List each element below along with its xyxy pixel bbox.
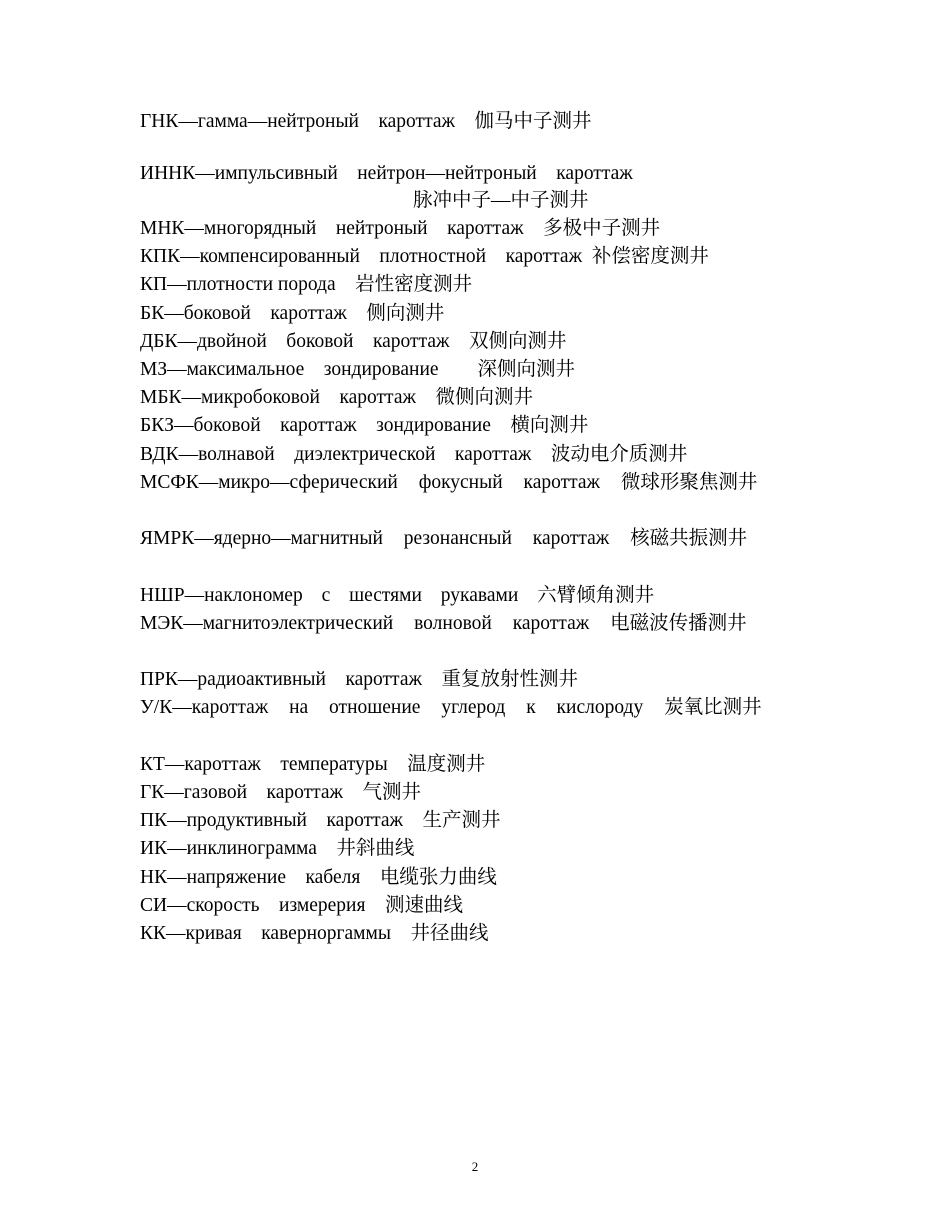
abbr-entry-nk: НК—напряжение кабеля 电缆张力曲线 xyxy=(140,867,497,888)
abbr-entry-kt: КТ—кароттаж температуры 温度测井 xyxy=(140,754,486,775)
abbr-entry-msfk: МСФК—микро—сферический фокусный кароттаж 微球形聚焦测井 xyxy=(140,472,758,493)
abbr-entry-si: СИ—скорость измерерия 测速曲线 xyxy=(140,895,463,916)
abbr-entry-yamrk: ЯМРК—ядерно—магнитный резонансный кароттаж 核磁共振测井 xyxy=(140,528,748,549)
abbr-entry-gk: ГК—газовой кароттаж 气测井 xyxy=(140,782,422,803)
abbr-entry-bkz: БКЗ—боковой кароттаж зондирование 横向测井 xyxy=(140,415,589,436)
abbr-entry-dbk: ДБК—двойной боковой кароттаж 双侧向测井 xyxy=(140,331,567,352)
abbr-entry-mz: МЗ—максимальное зондирование 深侧向测井 xyxy=(140,359,576,380)
abbr-entry-mek: МЭК—магнитоэлектрический волновой кароттаж 电磁波传播测井 xyxy=(140,613,747,634)
abbr-entry-gnk: ГНК—гамма—нейтроный кароттаж 伽马中子测井 xyxy=(140,111,592,132)
abbr-entry-kp: КП—плотности порода 岩性密度测井 xyxy=(140,274,473,295)
abbr-entry-pk: ПК—продуктивный кароттаж 生产测井 xyxy=(140,810,501,831)
abbr-entry-prk: ПРК—радиоактивный кароттаж 重复放射性测井 xyxy=(140,669,578,690)
abbr-entry-ik: ИК—инклинограмма 井斜曲线 xyxy=(140,838,415,859)
abbr-entry-uk: У/К—кароттаж на отношение углерод к кислороду 炭氧比测井 xyxy=(140,697,762,718)
abbr-entry-kpk: КПК—компенсированный плотностной кароттаж 补偿密度测井 xyxy=(140,246,709,267)
abbr-entry-mnk: МНК—многорядный нейтроный кароттаж 多极中子测井 xyxy=(140,218,661,239)
abbr-entry-bk: БК—боковой кароттаж 侧向测井 xyxy=(140,303,445,324)
abbr-entry-innk: ИННК—импульсивный нейтрон—нейтроный кароттаж xyxy=(140,163,633,184)
abbr-entry-innk-translation: 脉冲中子—中子测井 xyxy=(413,190,589,211)
abbr-entry-kk: КК—кривая каверноргаммы 井径曲线 xyxy=(140,923,489,944)
abbr-entry-nshr: НШР—наклономер с шестями рукавами 六臂倾角测井 xyxy=(140,585,655,606)
page-number: 2 xyxy=(471,1159,479,1174)
abbr-entry-vdk: ВДК—волнавой диэлектрической кароттаж 波动电介质测井 xyxy=(140,444,688,465)
abbr-entry-mbk: МБК—микробоковой кароттаж 微侧向测井 xyxy=(140,387,533,408)
